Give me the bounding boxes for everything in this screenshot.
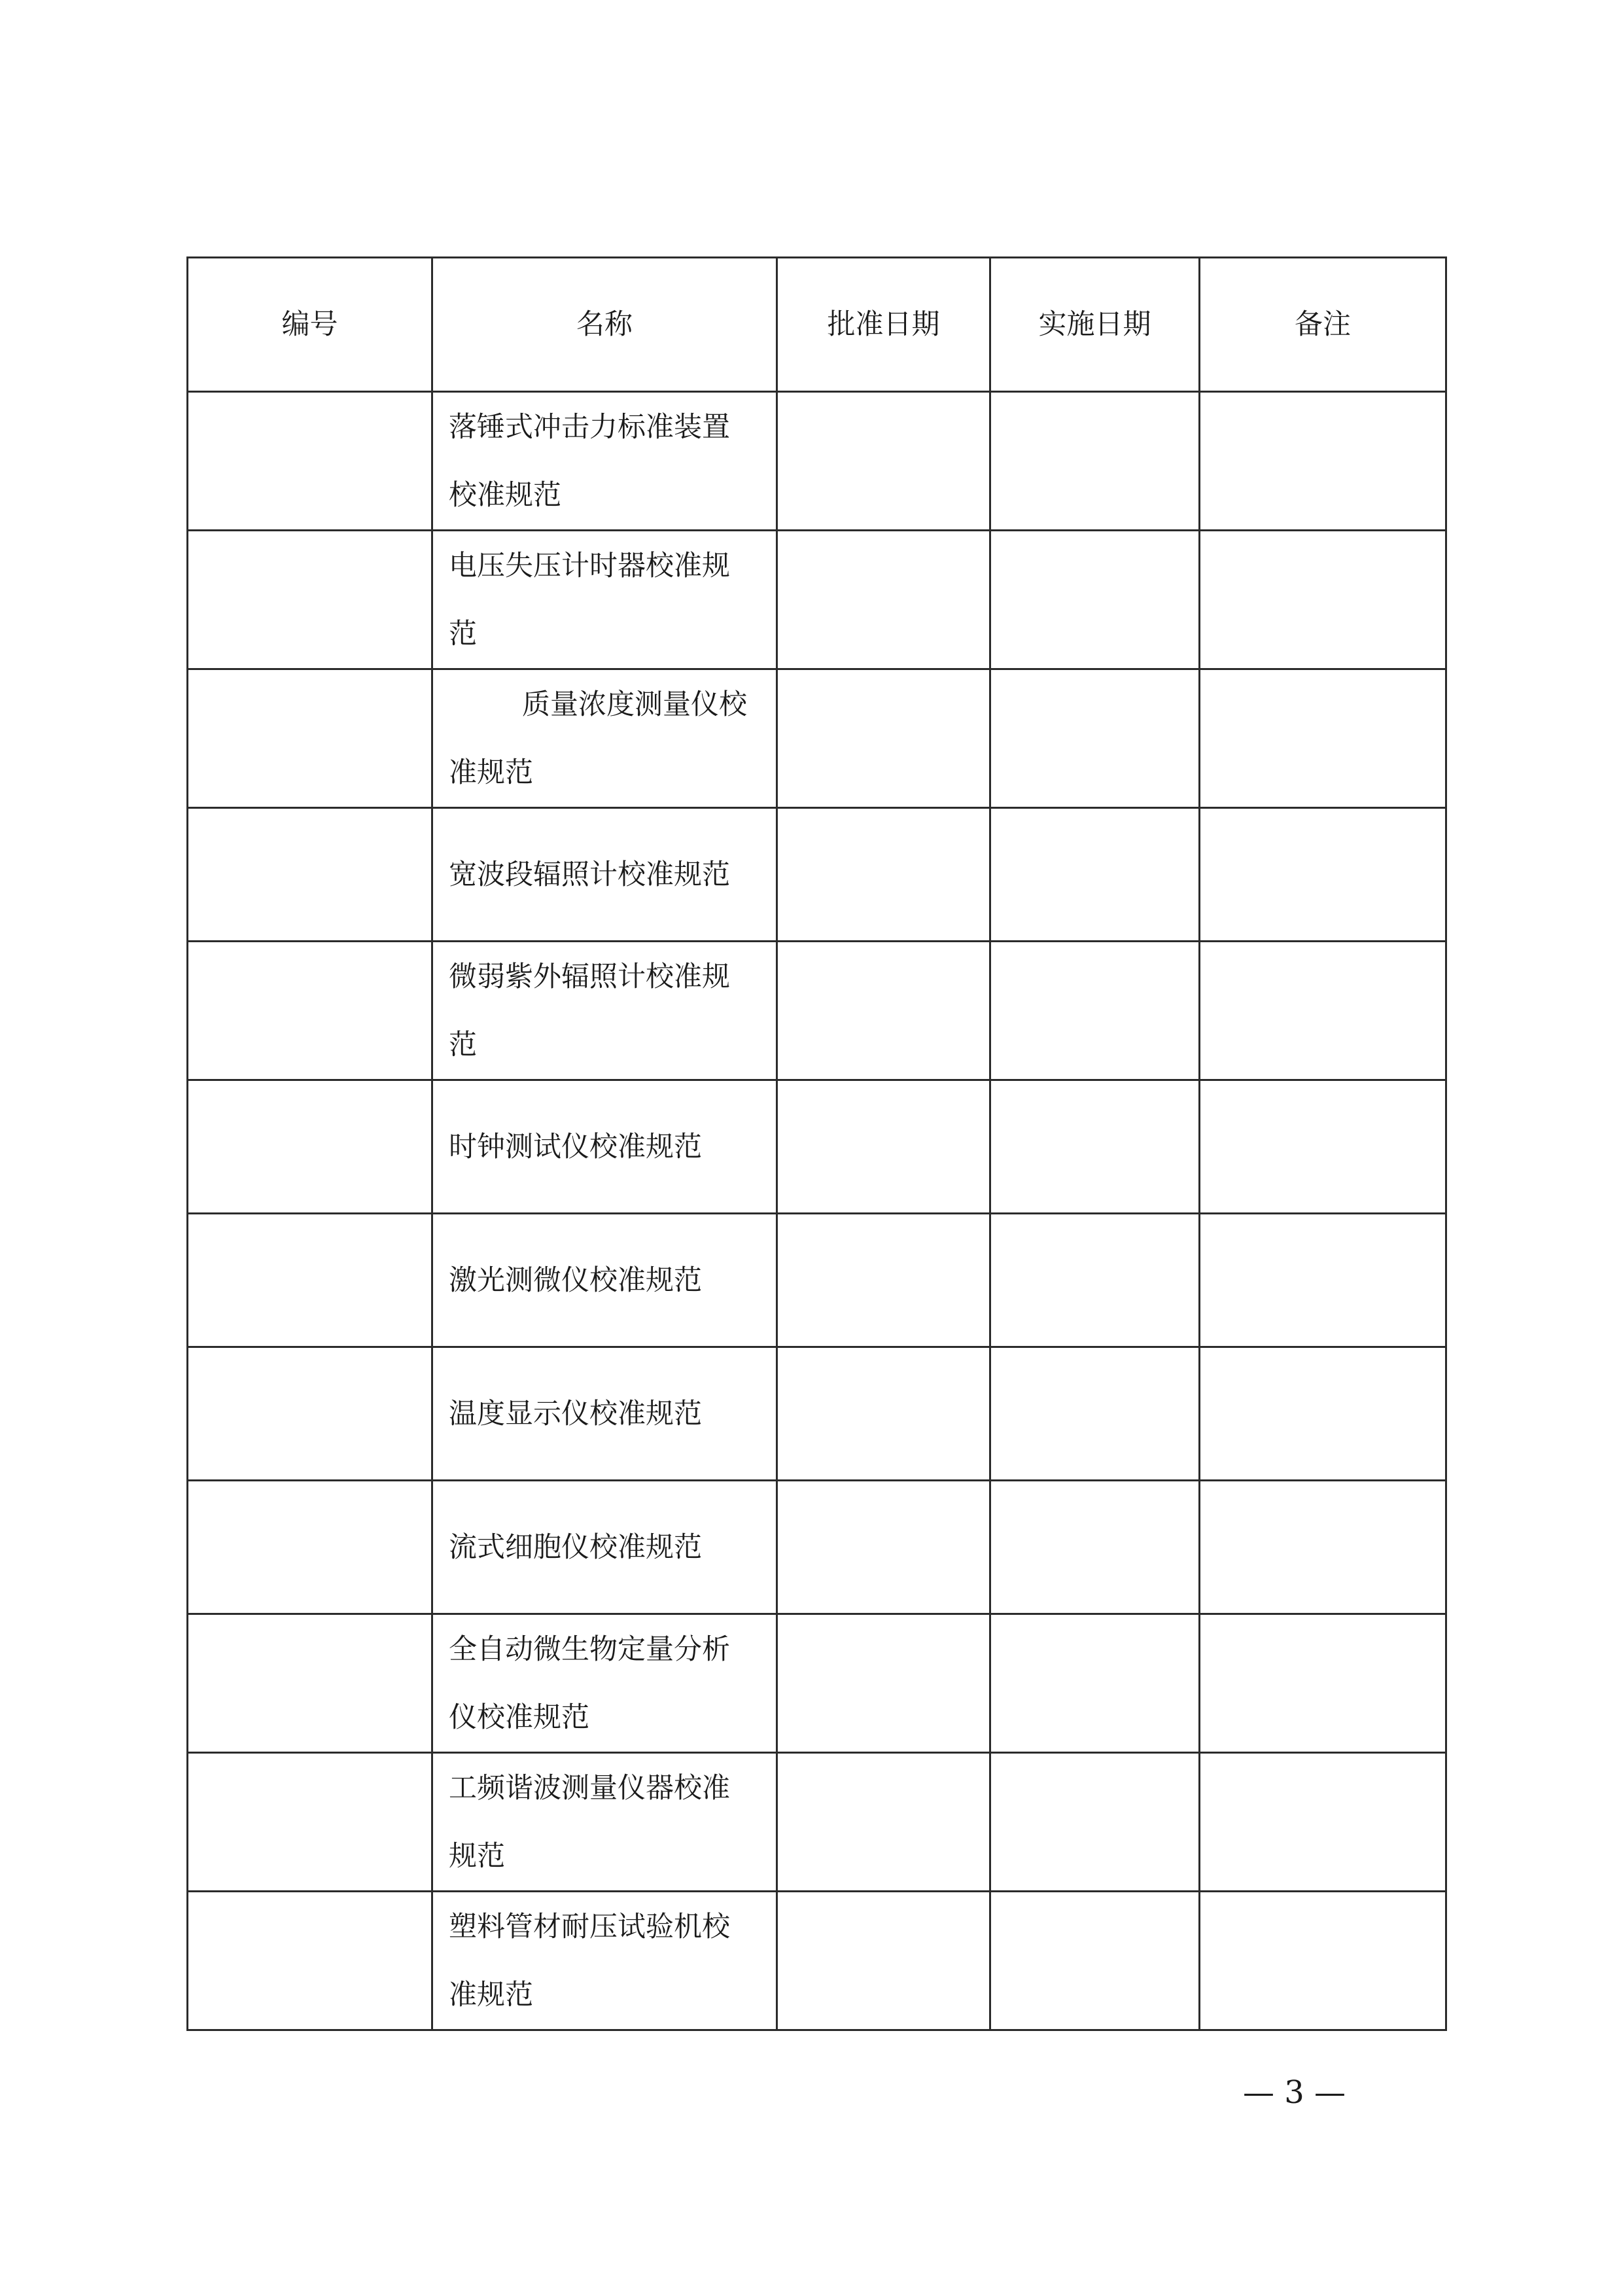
- remarks-cell: [1200, 1214, 1446, 1347]
- approval-date-cell: [777, 392, 990, 531]
- remarks-cell: [1200, 1481, 1446, 1614]
- table-row: [188, 1080, 1446, 1214]
- approval-date-cell: [777, 1214, 990, 1347]
- header-implementation-date: 实施日期: [990, 258, 1200, 392]
- table-row: [188, 531, 1446, 669]
- name-cell: [432, 1753, 777, 1892]
- name-cell: [432, 1214, 777, 1347]
- header-number: 编号: [188, 258, 432, 392]
- approval-date-cell: [777, 1481, 990, 1614]
- name-line: 激光测微仪校准规范: [449, 1263, 702, 1297]
- name-line: 范: [449, 617, 477, 650]
- table-body: [188, 392, 1446, 2030]
- approval-date-cell: [777, 1614, 990, 1753]
- implementation-date-cell: [990, 392, 1200, 531]
- remarks-cell: [1200, 1753, 1446, 1892]
- name-line: 校准规范: [449, 478, 561, 512]
- name-cell: [432, 1614, 777, 1753]
- header-name: 名称: [432, 258, 777, 392]
- name-line: 落锤式冲击力标准装置: [449, 410, 730, 444]
- header-approval-date: 批准日期: [777, 258, 990, 392]
- name-line: 塑料管材耐压试验机校: [449, 1910, 730, 1943]
- remarks-cell: [1200, 1892, 1446, 2030]
- approval-date-cell: [777, 669, 990, 808]
- name-line: 电压失压计时器校准规: [449, 549, 730, 582]
- table-row: [188, 1214, 1446, 1347]
- name-cell: [432, 1481, 777, 1614]
- number-cell: [188, 392, 432, 531]
- number-cell: [188, 1614, 432, 1753]
- header-remarks: 备注: [1200, 258, 1446, 392]
- remarks-cell: [1200, 1614, 1446, 1753]
- name-line: 准规范: [449, 756, 533, 789]
- table-row: [188, 392, 1446, 531]
- table-row: [188, 1753, 1446, 1892]
- name-line: 仪校准规范: [449, 1701, 589, 1734]
- implementation-date-cell: [990, 1347, 1200, 1481]
- name-cell: [432, 942, 777, 1080]
- remarks-cell: [1200, 808, 1446, 942]
- number-cell: [188, 531, 432, 669]
- number-cell: [188, 808, 432, 942]
- table-header: [188, 258, 1446, 392]
- standards-table: [186, 256, 1447, 2031]
- implementation-date-cell: [990, 1753, 1200, 1892]
- remarks-cell: [1200, 531, 1446, 669]
- number-cell: [188, 1214, 432, 1347]
- number-cell: [188, 1892, 432, 2030]
- table-row: [188, 1892, 1446, 2030]
- implementation-date-cell: [990, 1080, 1200, 1214]
- number-cell: [188, 1753, 432, 1892]
- page-number: — 3 —: [1243, 2074, 1346, 2111]
- table-row: [188, 669, 1446, 808]
- number-cell: [188, 1080, 432, 1214]
- name-line: 工频谐波测量仪器校准: [449, 1771, 730, 1805]
- number-cell: [188, 669, 432, 808]
- name-cell: [432, 392, 777, 531]
- table-row: [188, 1481, 1446, 1614]
- approval-date-cell: [777, 1892, 990, 2030]
- name-line: 准规范: [449, 1978, 533, 2011]
- implementation-date-cell: [990, 1892, 1200, 2030]
- name-cell: [432, 531, 777, 669]
- number-cell: [188, 1347, 432, 1481]
- implementation-date-cell: [990, 808, 1200, 942]
- implementation-date-cell: [990, 1214, 1200, 1347]
- table-row: [188, 808, 1446, 942]
- name-line: 流式细胞仪校准规范: [449, 1530, 702, 1564]
- approval-date-cell: [777, 1080, 990, 1214]
- implementation-date-cell: [990, 531, 1200, 669]
- number-cell: [188, 1481, 432, 1614]
- name-line: 时钟测试仪校准规范: [449, 1130, 702, 1163]
- name-cell: [432, 1080, 777, 1214]
- approval-date-cell: [777, 942, 990, 1080]
- name-cell: [432, 1347, 777, 1481]
- remarks-cell: [1200, 669, 1446, 808]
- name-cell: [432, 808, 777, 942]
- approval-date-cell: [777, 1347, 990, 1481]
- name-cell: [432, 669, 777, 808]
- implementation-date-cell: [990, 942, 1200, 1080]
- name-line: 宽波段辐照计校准规范: [449, 858, 730, 891]
- name-line: 质量浓度测量仪校: [522, 688, 747, 721]
- table-row: [188, 942, 1446, 1080]
- remarks-cell: [1200, 1347, 1446, 1481]
- name-line: 范: [449, 1028, 477, 1061]
- approval-date-cell: [777, 1753, 990, 1892]
- name-line: 规范: [449, 1839, 505, 1873]
- remarks-cell: [1200, 392, 1446, 531]
- name-cell: [432, 1892, 777, 2030]
- table-row: [188, 1347, 1446, 1481]
- implementation-date-cell: [990, 1481, 1200, 1614]
- name-line: 微弱紫外辐照计校准规: [449, 960, 730, 993]
- approval-date-cell: [777, 531, 990, 669]
- approval-date-cell: [777, 808, 990, 942]
- remarks-cell: [1200, 1080, 1446, 1214]
- number-cell: [188, 942, 432, 1080]
- implementation-date-cell: [990, 669, 1200, 808]
- table-row: [188, 1614, 1446, 1753]
- header-row: [188, 258, 1446, 392]
- name-line: 全自动微生物定量分析: [449, 1633, 730, 1666]
- name-line: 温度显示仪校准规范: [449, 1397, 702, 1430]
- remarks-cell: [1200, 942, 1446, 1080]
- implementation-date-cell: [990, 1614, 1200, 1753]
